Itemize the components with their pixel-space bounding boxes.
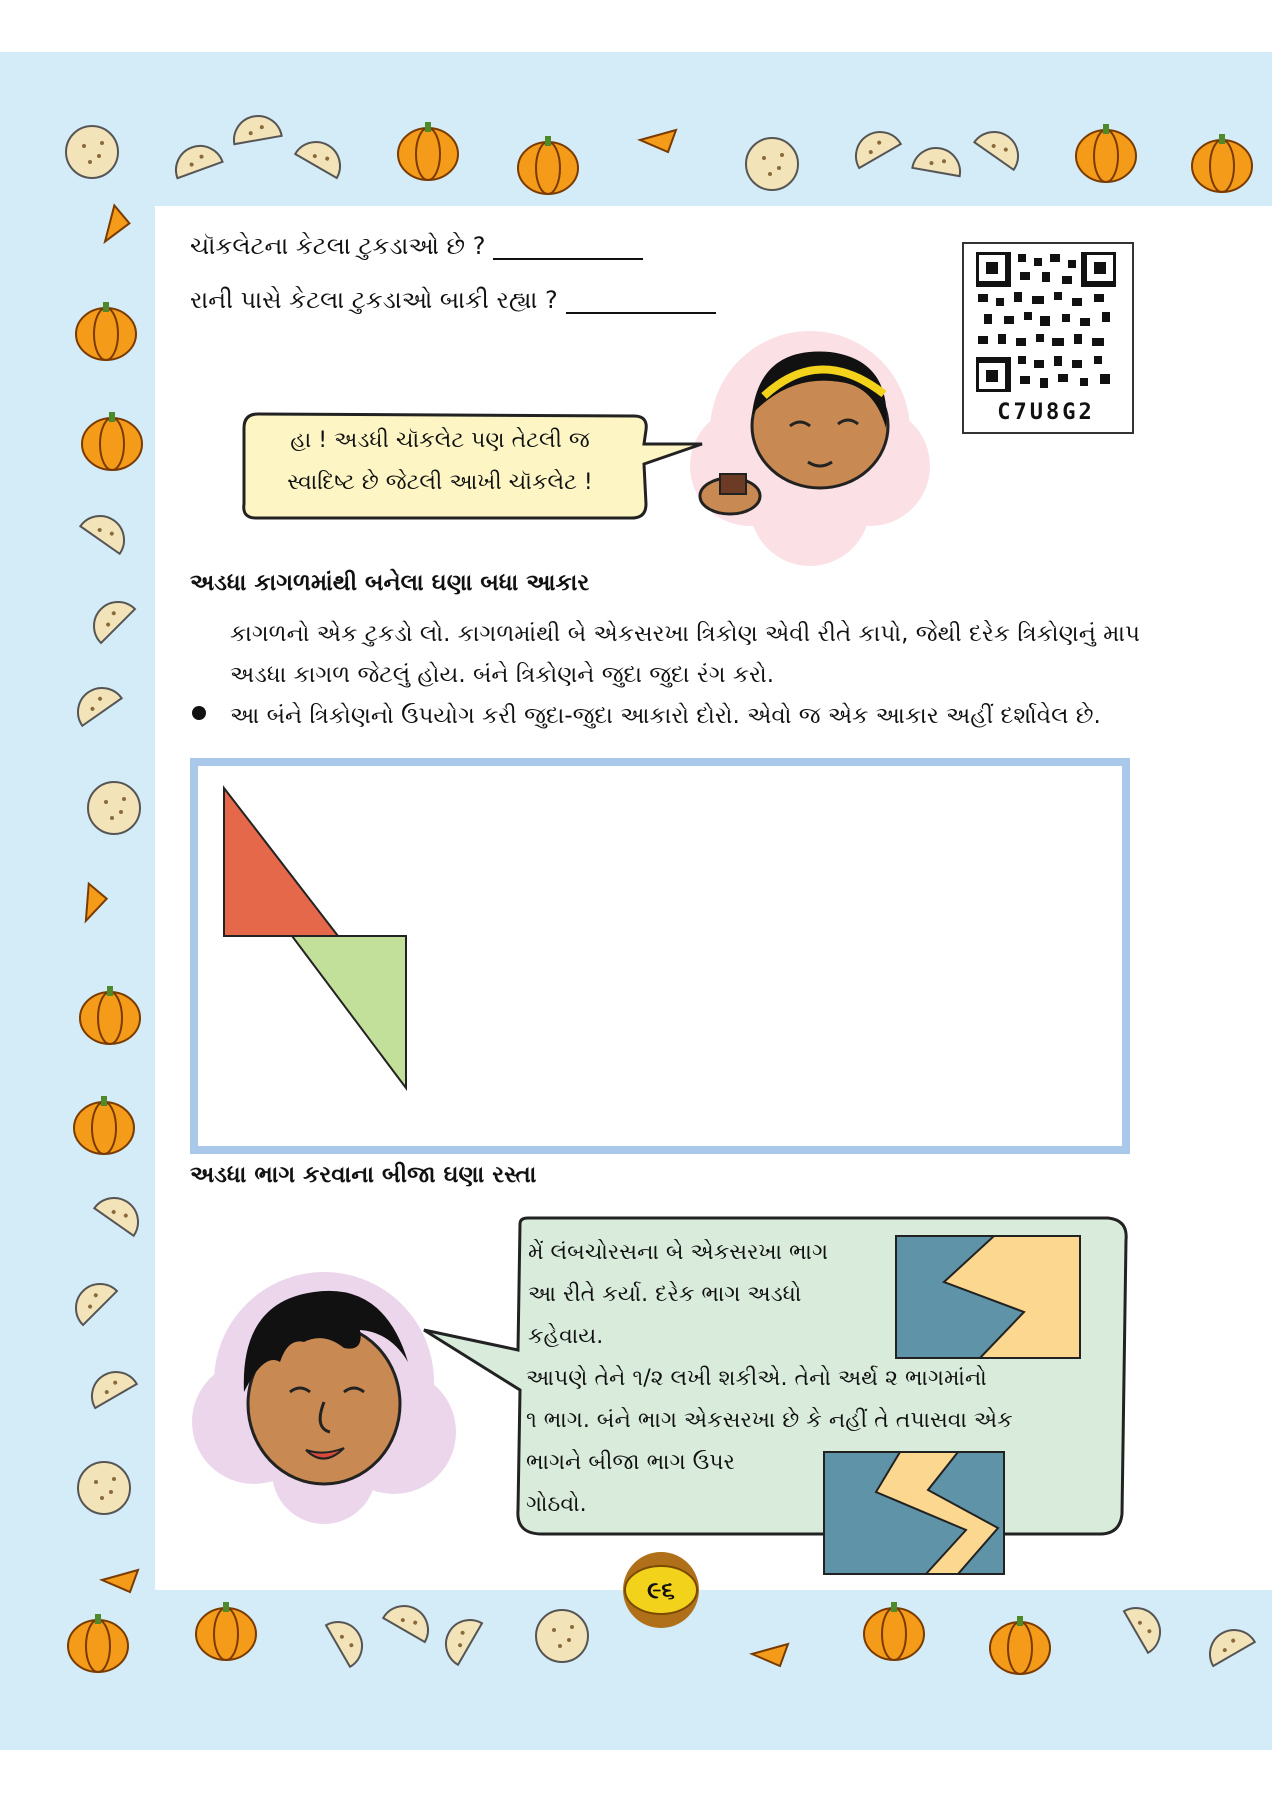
speech-line: આ રીતે કર્યા. દરેક ભાગ અડધો	[528, 1282, 802, 1307]
speech-line: મેં લંબચોરસના બે એકસરખા ભાગ	[528, 1240, 829, 1265]
question-pieces-left	[190, 286, 716, 314]
instruction-line: કાગળનો એક ટુકડો લો. કાગળમાંથી બે એકસરખા ત્રિકોણ એવી રીતે કાપો, જેથી દરેક ત્રિકોણનું માપ	[230, 621, 1140, 647]
speech-line: ગોઠવો.	[526, 1492, 587, 1517]
answer-blank	[493, 232, 643, 260]
qr-code-icon	[976, 252, 1116, 392]
bullet-icon	[192, 706, 206, 720]
bullet-text: આ બંને ત્રિકોણનો ઉપયોગ કરી જુદા-જુદા આકારો દોરો. એવો જ એક આકાર અહીં દર્શાવેલ છે.	[230, 703, 1101, 729]
rectangle-halves-figure	[894, 1234, 1084, 1364]
instruction-paragraph	[230, 614, 1150, 696]
instruction-line: અડધા કાગળ જેટલું હોય. બંને ત્રિકોણને જુદા જુદા રંગ કરો.	[230, 662, 775, 688]
boy-speech-text-b	[526, 1358, 1106, 1526]
speech-line: ૧ ભાગ. બંને ભાગ એકસરખા છે કે નહીં તે તપાસવા એક	[526, 1408, 1013, 1433]
answer-blank	[566, 286, 716, 314]
overlapped-halves-figure	[822, 1450, 1012, 1580]
speech-line: સ્વાદિષ્ટ છે જેટલી આખી ચૉકલેટ !	[287, 470, 593, 495]
boy-speech-text-a	[528, 1232, 888, 1358]
section-heading-half-paper-shapes: અડધા કાગળમાંથી બનેલા ઘણા બધા આકાર	[190, 570, 590, 596]
triangle-shape-frame	[190, 758, 1130, 1154]
section-heading-other-ways-to-halve: અડધા ભાગ કરવાના બીજા ઘણા રસ્તા	[190, 1162, 537, 1188]
speech-line: આપણે તેને ૧/૨ લખી શકીએ. તેનો અર્થ ૨ ભાગમાંનો	[526, 1366, 987, 1391]
page-number: ૯૬	[647, 1576, 675, 1604]
qr-code-label: C7U8G2	[997, 400, 1095, 425]
girl-illustration	[660, 316, 960, 576]
question-text: રાની પાસે કેટલા ટુકડાઓ બાકી રહ્યા ?	[190, 286, 558, 314]
speech-line: હા ! અડધી ચૉકલેટ પણ તેટલી જ	[290, 428, 590, 453]
speech-line: ભાગને બીજા ભાગ ઉપર	[526, 1450, 735, 1475]
question-chocolate-pieces	[190, 232, 643, 260]
question-text: ચૉકલેટના કેટલા ટુકડાઓ છે ?	[190, 232, 486, 260]
speech-line: કહેવાય.	[528, 1324, 604, 1349]
girl-speech-text	[250, 420, 630, 504]
